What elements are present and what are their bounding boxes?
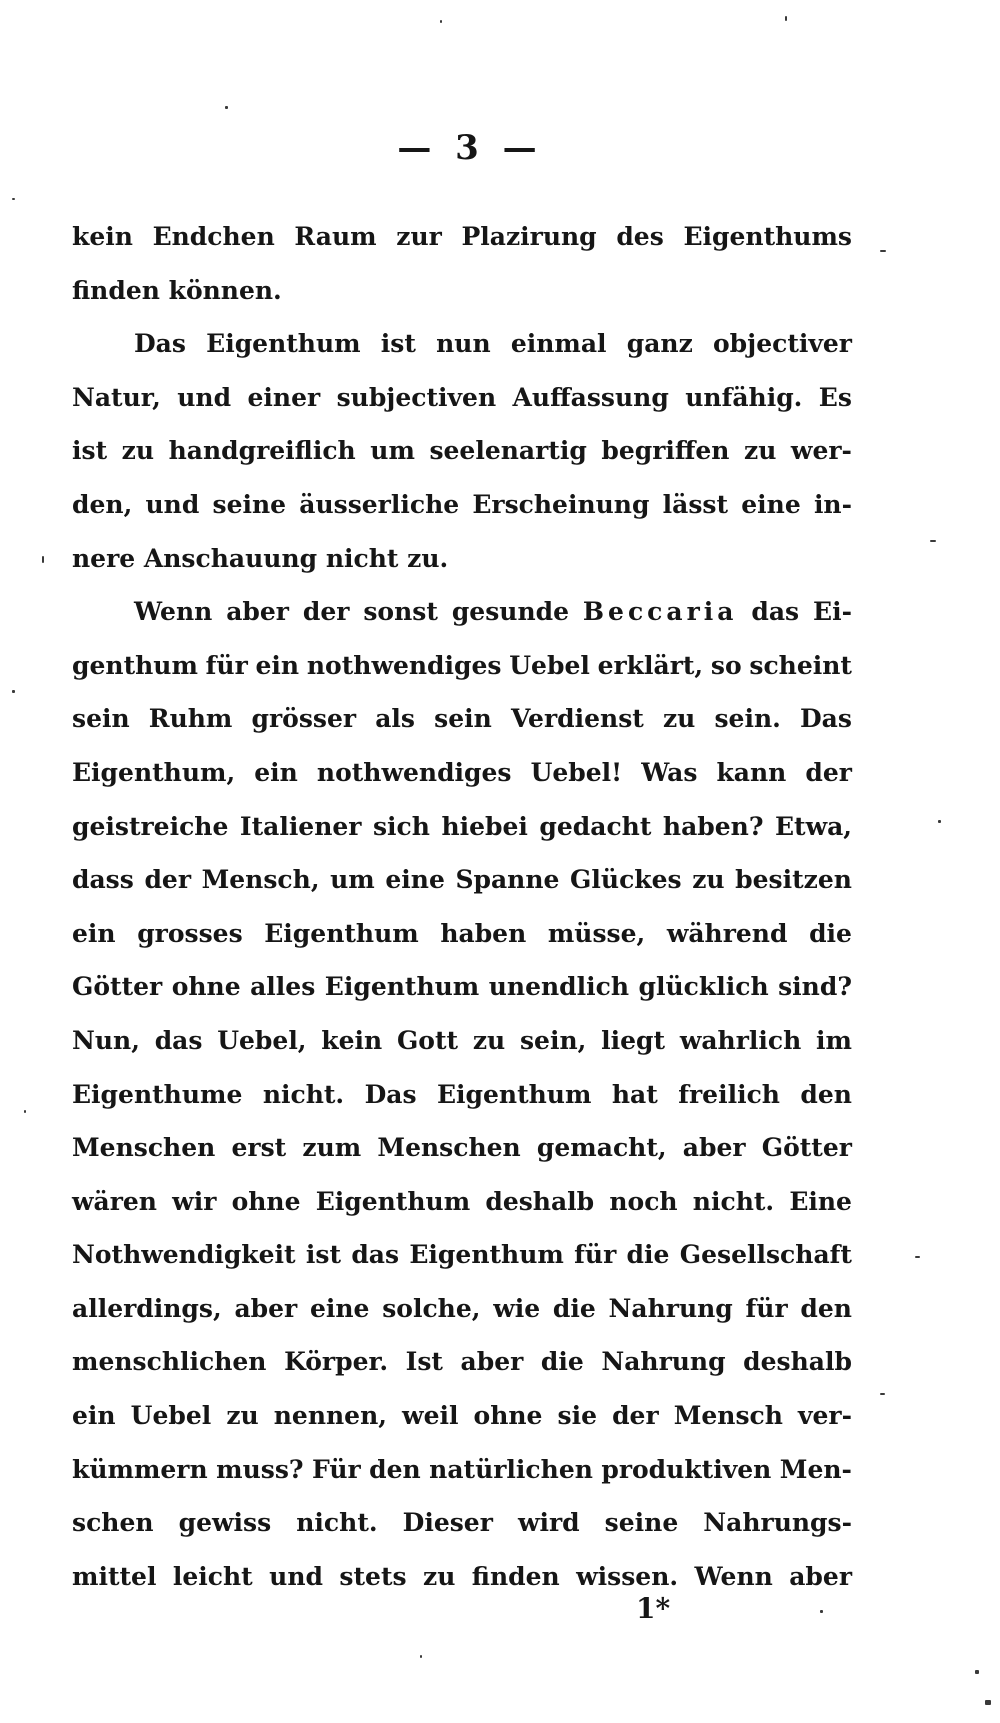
word: Etwa, <box>774 811 852 841</box>
word: zu <box>692 865 725 895</box>
word: sonst <box>363 597 438 627</box>
word: glücklich <box>638 972 769 1002</box>
text-line <box>72 1240 852 1294</box>
word: zur <box>396 222 442 251</box>
word: Das <box>134 329 186 359</box>
word: Das <box>799 704 852 734</box>
text-line <box>72 1026 852 1080</box>
word: genthum <box>72 650 198 680</box>
word: ist <box>305 1240 342 1270</box>
text-line <box>72 1401 852 1455</box>
word: hat <box>611 1079 658 1109</box>
word: Eigenthum <box>264 918 419 948</box>
word: Nahrung <box>601 1347 726 1377</box>
word: haben? <box>662 811 764 841</box>
word: liegt <box>601 1025 666 1055</box>
word: Wenn <box>134 597 213 627</box>
text-line <box>72 222 852 276</box>
word: Menschen <box>377 1133 521 1163</box>
word: nicht. <box>692 1186 775 1216</box>
scan-speck <box>915 1256 920 1258</box>
word: wahrlich <box>679 1025 802 1055</box>
word: erst <box>231 1133 287 1163</box>
word: sich <box>372 811 430 841</box>
text-line <box>72 329 852 383</box>
word: menschlichen <box>72 1347 267 1377</box>
word: sein. <box>714 704 781 734</box>
word: das <box>154 1025 203 1055</box>
word: ist <box>380 329 416 359</box>
word: eine <box>309 1293 370 1323</box>
word: das <box>751 597 800 627</box>
page-number: — 3 — <box>397 128 543 168</box>
word: Glückes <box>570 865 682 895</box>
word: Eigenthum <box>409 1240 564 1270</box>
word: Uebel, <box>217 1025 307 1055</box>
word: handgreiflich <box>168 436 356 466</box>
word: zum <box>302 1133 362 1163</box>
scan-speck <box>440 20 442 23</box>
word: ohne <box>231 1186 301 1216</box>
word: kein <box>72 222 133 251</box>
word: leicht <box>172 1561 253 1591</box>
word: produktiven <box>601 1454 772 1484</box>
word: erklärt, <box>597 650 704 680</box>
word: für <box>574 1240 617 1270</box>
word: eine <box>741 489 801 519</box>
word: Das <box>364 1079 417 1109</box>
word: den <box>800 1079 852 1109</box>
scan-speck <box>820 1610 823 1613</box>
word: einer <box>247 382 321 412</box>
word: Ruhm <box>148 704 233 734</box>
word: zu <box>662 704 696 734</box>
word: gedacht <box>539 811 652 841</box>
word: für <box>745 1293 788 1323</box>
word: Eigenthum <box>436 1079 592 1109</box>
word: grösser <box>251 704 357 734</box>
word: müsse, <box>547 918 646 948</box>
word: Uebel <box>130 1401 212 1431</box>
word: nicht. <box>262 1079 345 1109</box>
body-text <box>72 222 852 1615</box>
word: begriffen <box>601 436 730 466</box>
word: den, <box>72 489 133 519</box>
word: hiebei <box>441 811 528 841</box>
word: Auffassung <box>512 382 669 412</box>
scan-speck <box>42 556 44 563</box>
scan-speck <box>420 1655 422 1658</box>
word: ver- <box>798 1401 852 1431</box>
text-line <box>72 1347 852 1401</box>
word: freilich <box>678 1079 780 1109</box>
word: zu <box>121 436 155 466</box>
word: die <box>552 1293 596 1323</box>
text-line <box>72 1133 852 1187</box>
word: und <box>177 382 232 412</box>
word: Nahrungs- <box>703 1508 852 1538</box>
word: nothwendiges <box>306 650 502 680</box>
word: ganz <box>626 329 693 359</box>
word: Endchen <box>152 222 275 251</box>
word: einmal <box>510 329 607 359</box>
text-line <box>72 1294 852 1348</box>
word: kann <box>716 757 787 787</box>
word: eine <box>385 865 445 895</box>
word: besitzen <box>735 865 852 895</box>
word: subjectiven <box>336 382 497 412</box>
word: Nothwendigkeit <box>72 1240 296 1270</box>
word: so <box>710 650 742 680</box>
word: der <box>612 1401 659 1431</box>
word: Körper. <box>284 1347 389 1377</box>
text-line: finden können. <box>72 275 282 305</box>
word: Ei- <box>813 597 852 627</box>
text-line <box>72 865 852 919</box>
word: nun <box>436 329 491 359</box>
word: lässt <box>662 489 729 519</box>
word: muss? <box>216 1454 304 1484</box>
word: Eigenthums <box>683 222 852 251</box>
word: gewiss <box>178 1508 272 1538</box>
word: Plazirung <box>461 222 597 251</box>
word: seine <box>212 489 287 519</box>
word: Gott <box>396 1025 459 1055</box>
text-line <box>72 919 852 973</box>
word: alles <box>250 972 316 1002</box>
word: grosses <box>137 918 243 948</box>
word: mittel <box>72 1561 157 1591</box>
text-line <box>72 758 852 812</box>
word: ein <box>72 918 116 948</box>
text-line <box>72 651 852 705</box>
word: sein, <box>519 1025 587 1055</box>
text-line <box>72 972 852 1026</box>
word: während <box>666 918 788 948</box>
word: solche, <box>382 1293 481 1323</box>
text-line <box>72 597 852 651</box>
word: sie <box>557 1401 598 1431</box>
word: Dieser <box>402 1508 493 1538</box>
word: Eigenthume <box>72 1079 243 1109</box>
word: nothwendiges <box>316 757 512 787</box>
word: sein <box>72 704 130 734</box>
word: nicht. <box>296 1508 378 1538</box>
word: Für <box>312 1454 361 1484</box>
word: Italiener <box>239 811 362 841</box>
scan-speck <box>12 690 15 693</box>
text-line: nere Anschauung nicht zu. <box>72 543 449 573</box>
word: aber <box>234 1293 298 1323</box>
word: zu <box>226 1401 259 1431</box>
word: Was <box>641 757 698 787</box>
word: der <box>144 865 191 895</box>
word: das <box>351 1240 400 1270</box>
word: Erscheinung <box>472 489 650 519</box>
word: ohne <box>171 972 241 1002</box>
scan-speck <box>930 540 936 542</box>
word: Götter <box>72 972 163 1002</box>
scan-speck <box>24 1110 26 1113</box>
word: wird <box>517 1508 580 1538</box>
word: geistreiche <box>72 811 229 841</box>
word: deshalb <box>485 1186 595 1216</box>
word: kümmern <box>72 1454 208 1484</box>
word: gesunde <box>451 597 570 627</box>
word: ohne <box>473 1401 543 1431</box>
word: seelenartig <box>429 436 587 466</box>
word: des <box>616 222 664 251</box>
word: Nun, <box>72 1025 140 1055</box>
word: Eigenthum <box>315 1186 471 1216</box>
word: Eine <box>789 1186 852 1216</box>
scan-speck <box>225 106 228 109</box>
text-line <box>72 383 852 437</box>
scan-speck <box>985 1700 991 1705</box>
scan-speck <box>785 16 787 21</box>
word: Uebel! <box>530 757 623 787</box>
word: Spanne <box>455 865 560 895</box>
word: der <box>302 597 350 627</box>
word: um <box>370 436 415 466</box>
word: unendlich <box>488 972 630 1002</box>
word: Uebel <box>509 650 590 680</box>
word: scheint <box>749 650 852 680</box>
word: unfähig. <box>685 382 803 412</box>
word: und <box>269 1561 323 1591</box>
word: ein <box>72 1401 116 1431</box>
word: noch <box>609 1186 678 1216</box>
word: ein <box>255 650 300 680</box>
text-line <box>72 1508 852 1562</box>
word: seine <box>604 1508 679 1538</box>
word: die <box>809 918 852 948</box>
word: Eigenthum <box>206 329 361 359</box>
word: schen <box>72 1508 154 1538</box>
word: sein <box>434 704 492 734</box>
word: deshalb <box>743 1347 852 1377</box>
word: aber <box>789 1561 852 1591</box>
word: und <box>145 489 200 519</box>
scan-speck <box>975 1670 979 1674</box>
word: Götter <box>761 1133 852 1163</box>
word: für <box>205 650 248 680</box>
word: wissen. <box>576 1561 679 1591</box>
word: in- <box>813 489 852 519</box>
word: Mensch, <box>201 865 320 895</box>
word: die <box>540 1347 584 1377</box>
word: die <box>626 1240 670 1270</box>
scan-speck <box>880 1393 885 1395</box>
word: Beccaria <box>582 597 738 627</box>
text-line <box>72 436 852 490</box>
word: als <box>375 704 416 734</box>
word: aber <box>682 1133 746 1163</box>
text-line <box>72 490 852 544</box>
word: stets <box>339 1561 407 1591</box>
word: Es <box>818 382 852 412</box>
word: Men- <box>779 1454 852 1484</box>
word: zu <box>744 436 777 466</box>
word: Ist <box>405 1347 443 1377</box>
word: wir <box>172 1186 217 1216</box>
word: ist <box>72 436 108 466</box>
word: natürlichen <box>429 1454 593 1484</box>
text-line <box>72 812 852 866</box>
word: haben <box>440 918 527 948</box>
word: um <box>330 865 375 895</box>
scan-speck <box>880 250 886 252</box>
word: ein <box>254 757 298 787</box>
word: den <box>369 1454 421 1484</box>
word: weil <box>402 1401 459 1431</box>
word: aber <box>460 1347 524 1377</box>
word: Eigenthum, <box>72 757 236 787</box>
text-line <box>72 1187 852 1241</box>
word: kein <box>321 1025 383 1055</box>
word: zu <box>472 1025 506 1055</box>
text-line <box>72 1562 852 1616</box>
word: nennen, <box>273 1401 387 1431</box>
scan-speck <box>12 198 15 200</box>
word: Mensch <box>673 1401 783 1431</box>
word: Menschen <box>72 1133 216 1163</box>
word: im <box>816 1025 852 1055</box>
word: sind? <box>778 972 852 1002</box>
signature-mark: 1* <box>636 1592 671 1625</box>
word: objectiver <box>713 329 852 359</box>
word: Nahrung <box>608 1293 733 1323</box>
word: dass <box>72 865 134 895</box>
word: den <box>800 1293 852 1323</box>
text-line <box>72 1455 852 1509</box>
scan-speck <box>938 820 941 823</box>
word: der <box>805 757 852 787</box>
text-line <box>72 1080 852 1134</box>
word: wer- <box>790 436 852 466</box>
word: wie <box>493 1293 541 1323</box>
word: finden <box>471 1561 560 1591</box>
word: Natur, <box>72 382 161 412</box>
word: aber <box>226 597 289 627</box>
word: zu <box>423 1561 456 1591</box>
word: Wenn <box>694 1561 773 1591</box>
word: wären <box>72 1186 157 1216</box>
word: Verdienst <box>510 704 644 734</box>
word: gemacht, <box>536 1133 667 1163</box>
word: Raum <box>294 222 377 251</box>
text-line <box>72 704 852 758</box>
word: Gesellschaft <box>679 1240 852 1270</box>
word: Eigenthum <box>324 972 480 1002</box>
word: allerdings, <box>72 1293 222 1323</box>
word: äusserliche <box>299 489 460 519</box>
